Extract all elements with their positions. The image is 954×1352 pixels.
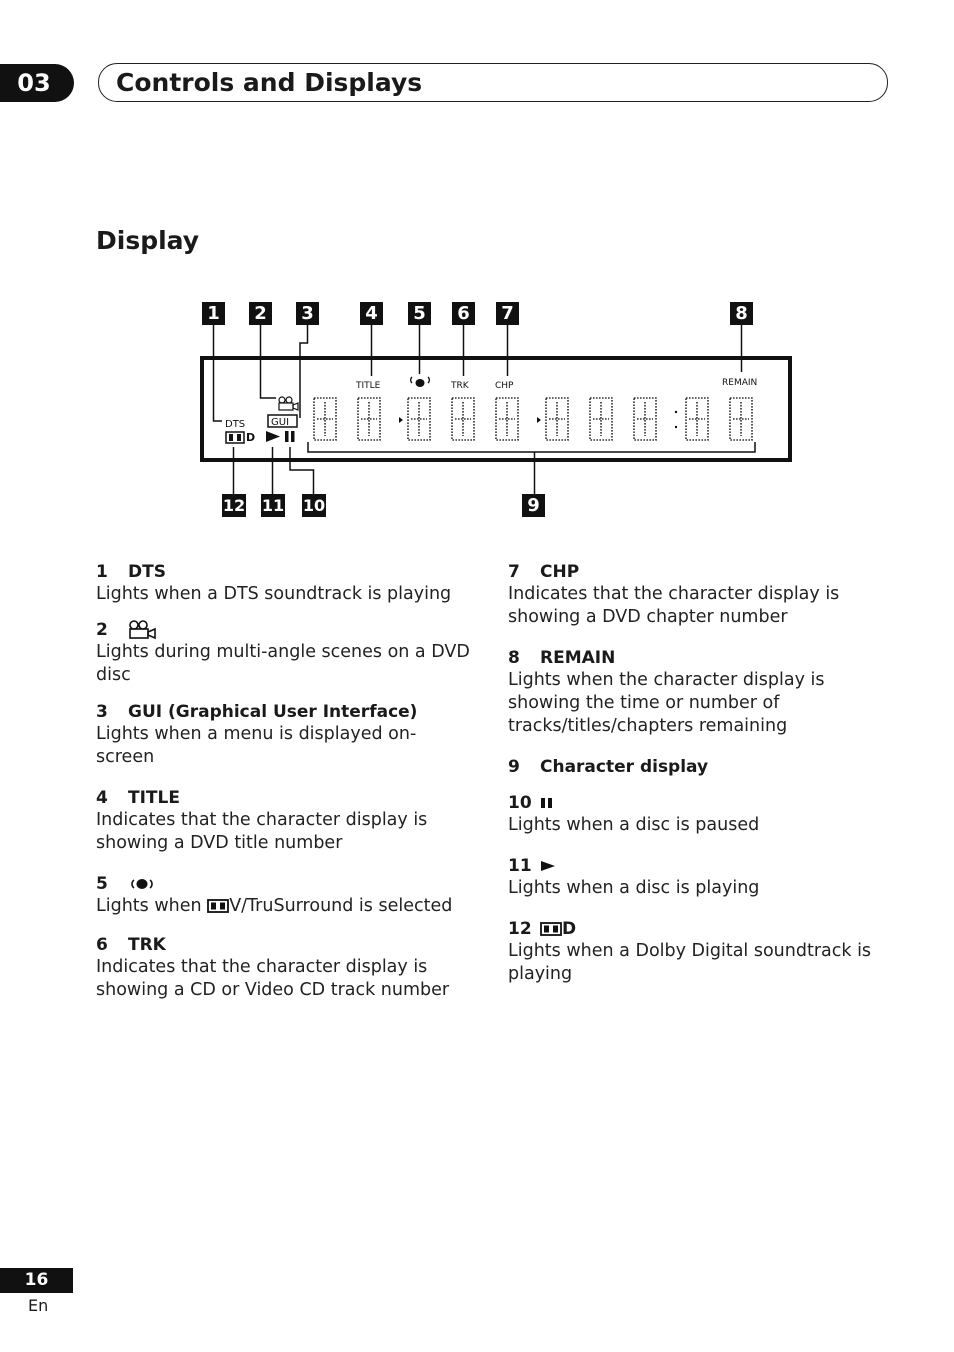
dolby-icon [540,922,562,936]
item-name: Character display [540,757,709,777]
panel-label-dolby: D [246,431,256,444]
play-icon [266,431,280,442]
display-panel-diagram [0,0,954,560]
callout-9: 9 [522,494,545,517]
item-number: 3 [96,702,108,722]
callout-3: 3 [296,302,319,325]
item-name: DTS [128,562,166,582]
item-name: TITLE [128,788,180,808]
list-item [508,647,893,738]
callout-10: 10 [302,496,326,515]
callout-4: 4 [360,302,383,325]
item-description: Lights when a DTS soundtrack is playing [96,584,452,604]
character-cells [314,398,752,440]
multi-angle-camera-icon [279,397,298,410]
leader-lines [214,325,756,494]
item-description: Indicates that the character display is showing a CD or Video CD track number [96,957,450,1000]
multi-angle-camera-icon [128,620,160,640]
callout-6: 6 [452,302,475,325]
colon-dot [675,426,677,428]
list-item [508,756,893,778]
play-icon [540,860,556,872]
section-title: Display [96,226,200,255]
item-number: 12 [508,919,532,939]
list-item [96,701,471,769]
item-number: 5 [96,874,108,894]
panel-label-title: TITLE [356,381,381,391]
callout-7: 7 [496,302,519,325]
panel-label-gui: GUI [271,417,290,428]
item-description-start: Lights when [96,896,208,916]
item-number: 1 [96,562,108,582]
page-number: 16 [0,1268,73,1293]
chapter-number: 03 [17,69,51,97]
item-name: REMAIN [540,648,616,668]
list-item [96,787,471,855]
item-description-end: V/TruSurround is selected [229,896,453,916]
dolby-icon [207,899,229,913]
item-description: Indicates that the character display is showing a DVD title number [96,810,428,853]
dolby-icon [226,432,244,443]
item-description: Lights during multi-angle scenes on a DVD disc [96,642,470,685]
item-number: 7 [508,562,520,582]
colon-dot [675,411,677,413]
item-number: 11 [508,856,532,876]
item-number: 9 [508,757,520,777]
callout-5: 5 [408,302,431,325]
item-description: Indicates that the character display is showing a DVD chapter number [508,584,840,627]
item-number: 4 [96,788,108,808]
list-item [96,619,471,687]
item-description: Lights when the character display is showing the time or number of tracks/titles/chapters remaining [508,670,825,736]
list-item [508,918,893,986]
pause-icon [540,797,554,809]
item-description: Lights when a menu is displayed on-screen [96,724,417,767]
separator-arrow [537,417,541,423]
list-item [508,792,893,837]
item-description: Lights when a Dolby Digital soundtrack is playing [508,941,872,984]
separator-arrow [399,417,403,423]
list-item [96,561,471,606]
list-item [96,934,471,1002]
item-number: 8 [508,648,520,668]
item-name: D [562,919,577,939]
callout-12: 12 [222,496,246,515]
panel-label-dts: DTS [225,419,246,430]
surround-icon [411,377,430,387]
panel-label-remain: REMAIN [722,378,758,388]
list-item [96,873,471,918]
list-item [508,855,893,900]
panel-label-trk: TRK [451,381,469,391]
item-number: 2 [96,620,108,640]
item-name: TRK [128,935,166,955]
panel-label-chp: CHP [495,381,514,391]
chapter-title: Controls and Displays [116,68,423,97]
list-item [508,561,893,629]
description-column-left [96,561,471,1002]
callout-2: 2 [249,302,272,325]
item-number: 6 [96,935,108,955]
item-description: Lights when a disc is paused [508,815,760,835]
item-name: GUI (Graphical User Interface) [128,702,418,722]
pause-icon [285,431,289,442]
surround-icon [128,877,156,891]
item-number: 10 [508,793,532,813]
item-description [96,895,471,918]
callout-8: 8 [730,302,753,325]
page-language: En [28,1296,49,1315]
description-column-right [508,561,893,986]
item-description: Lights when a disc is playing [508,878,760,898]
callout-11: 11 [261,496,285,515]
callout-1: 1 [202,302,225,325]
item-name: CHP [540,562,580,582]
